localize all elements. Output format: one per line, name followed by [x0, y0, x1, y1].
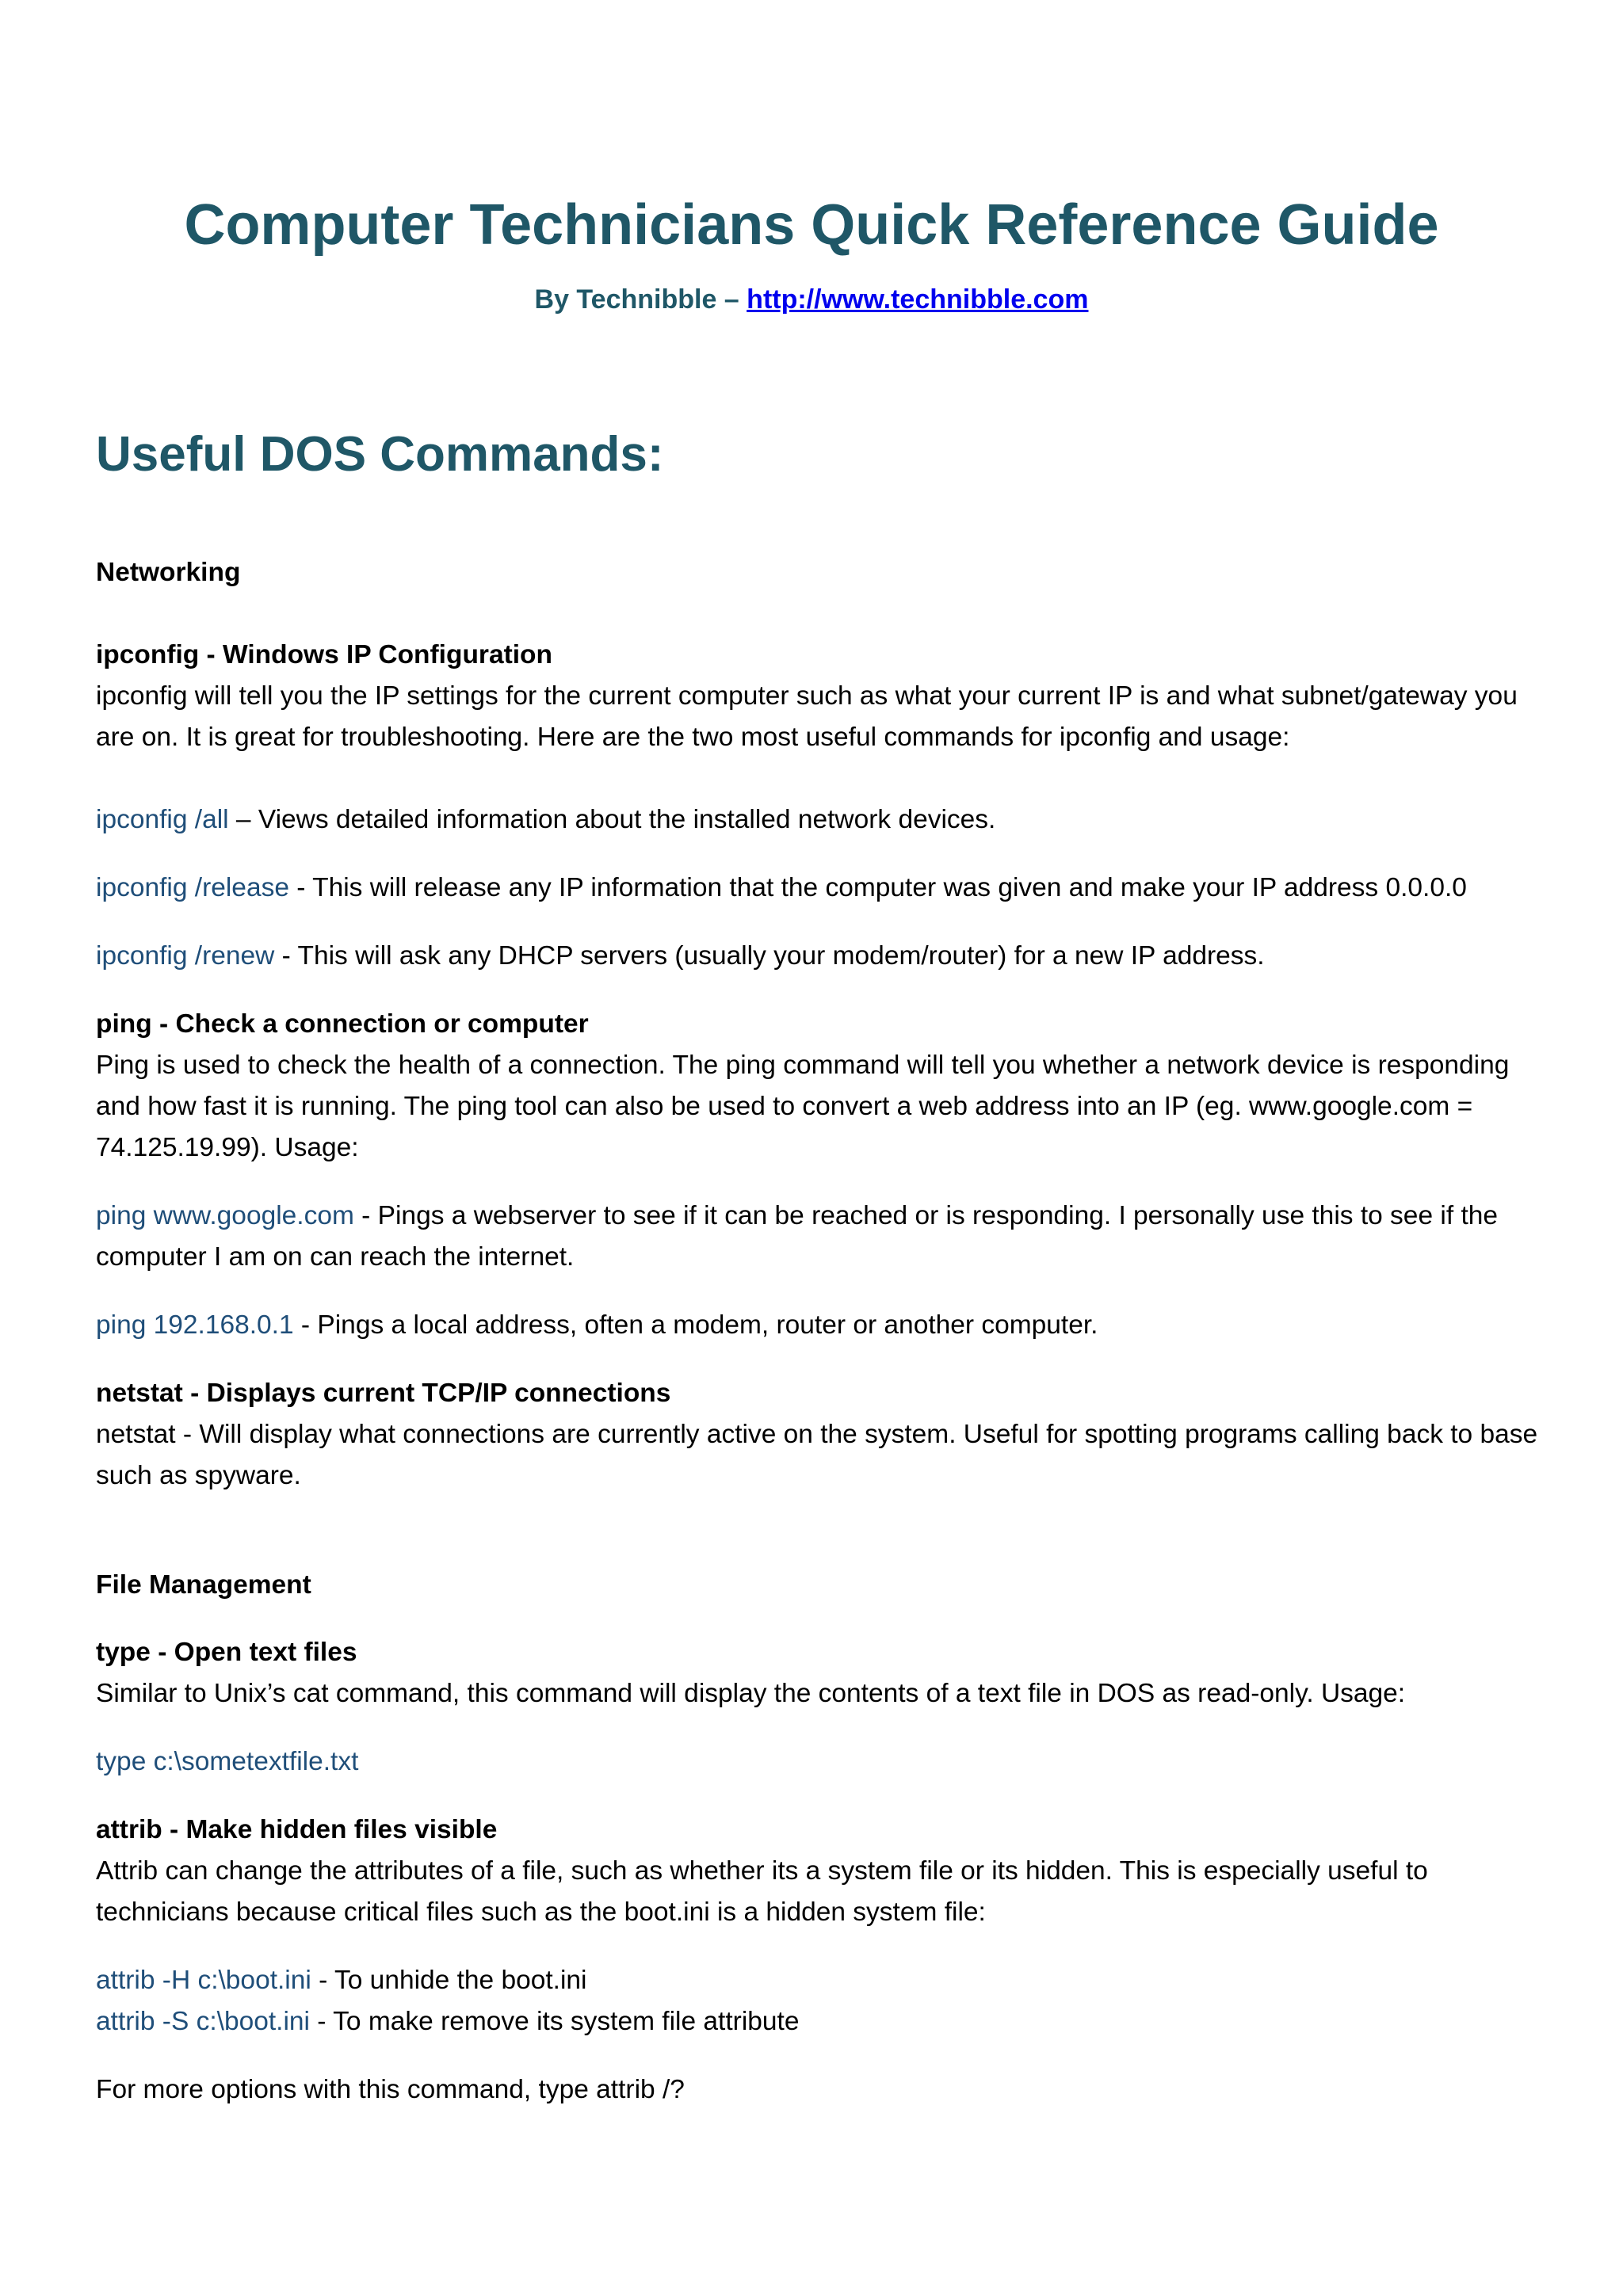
command-description: - To unhide the boot.ini [311, 1966, 587, 1995]
command-text: attrib -H c:\boot.ini [96, 1966, 311, 1995]
command-text: ipconfig /all [96, 805, 229, 834]
usage-attrib-system [96, 2001, 1546, 2042]
usage-ipconfig-renew [96, 936, 1546, 977]
type-description: Similar to Unix’s cat command, this command will display the contents of a text file in DOS as read-only. Usage: [96, 1679, 1406, 1708]
category-file-management: File Management [96, 1570, 311, 1600]
byline [0, 284, 1623, 316]
document-title: Computer Technicians Quick Reference Guide [184, 193, 1439, 257]
command-description: – Views detailed information about the installed network devices. [228, 805, 996, 834]
category-networking: Networking [96, 558, 241, 587]
command-description: - Pings a local address, often a modem, router or another computer. [293, 1310, 1098, 1340]
usage-ping-google [96, 1196, 1546, 1278]
attrib-description: Attrib can change the attributes of a file, such as whether its a system file or its hidden. This is especially useful to technicians because critical files such as the boot.ini is a hidden system file: [96, 1856, 1428, 1927]
command-description: - This will ask any DHCP servers (usually your modem/router) for a new IP address. [274, 941, 1265, 971]
attrib-more-options: For more options with this command, type attrib /? [96, 2075, 685, 2104]
ipconfig-description: ipconfig will tell you the IP settings for the current computer such as what your current IP is and what subnet/gateway you are on. It is great for troubleshooting. Here are the two most useful commands for ipconfig and usage: [96, 681, 1518, 752]
byline-author: By Technibble – [534, 284, 747, 315]
byline-link[interactable]: http://www.technibble.com [747, 284, 1089, 315]
command-description: - This will release any IP information that the computer was given and make your IP address 0.0.0.0 [288, 873, 1467, 902]
ping-title: ping - Check a connection or computer [96, 1009, 589, 1039]
ipconfig-title: ipconfig - Windows IP Configuration [96, 640, 552, 669]
ping-description: Ping is used to check the health of a connection. The ping command will tell you whether a network device is responding and how fast it is running. The ping tool can also be used to convert a web address into an IP (eg. www.google.com = 74.125.19.99). Usage: [96, 1051, 1510, 1162]
command-text: ping 192.168.0.1 [96, 1310, 294, 1340]
usage-ipconfig-release [96, 868, 1546, 909]
document-body [96, 552, 1546, 2111]
command-text: ipconfig /release [96, 873, 289, 902]
netstat-title: netstat - Displays current TCP/IP connections [96, 1379, 671, 1408]
usage-attrib-unhide [96, 1960, 1546, 2001]
command-description: - To make remove its system file attribute [309, 2007, 800, 2036]
command-text: attrib -S c:\boot.ini [96, 2007, 310, 2036]
usage-ping-local [96, 1305, 1546, 1346]
type-title: type - Open text files [96, 1638, 357, 1667]
usage-ipconfig-all [96, 799, 1546, 841]
command-text: ipconfig /renew [96, 941, 275, 971]
command-text: ping www.google.com [96, 1201, 354, 1230]
usage-type: type c:\sometextfile.txt [96, 1747, 359, 1776]
netstat-description: netstat - Will display what connections are currently active on the system. Useful for spotting programs calling back to base such as spyware. [96, 1420, 1538, 1490]
section-heading: Useful DOS Commands: [96, 427, 664, 482]
attrib-title: attrib - Make hidden files visible [96, 1815, 498, 1844]
command-description: - Pings a webserver to see if it can be reached or is responding. I personally use this to see if the computer I am on can reach the internet. [96, 1201, 1499, 1272]
